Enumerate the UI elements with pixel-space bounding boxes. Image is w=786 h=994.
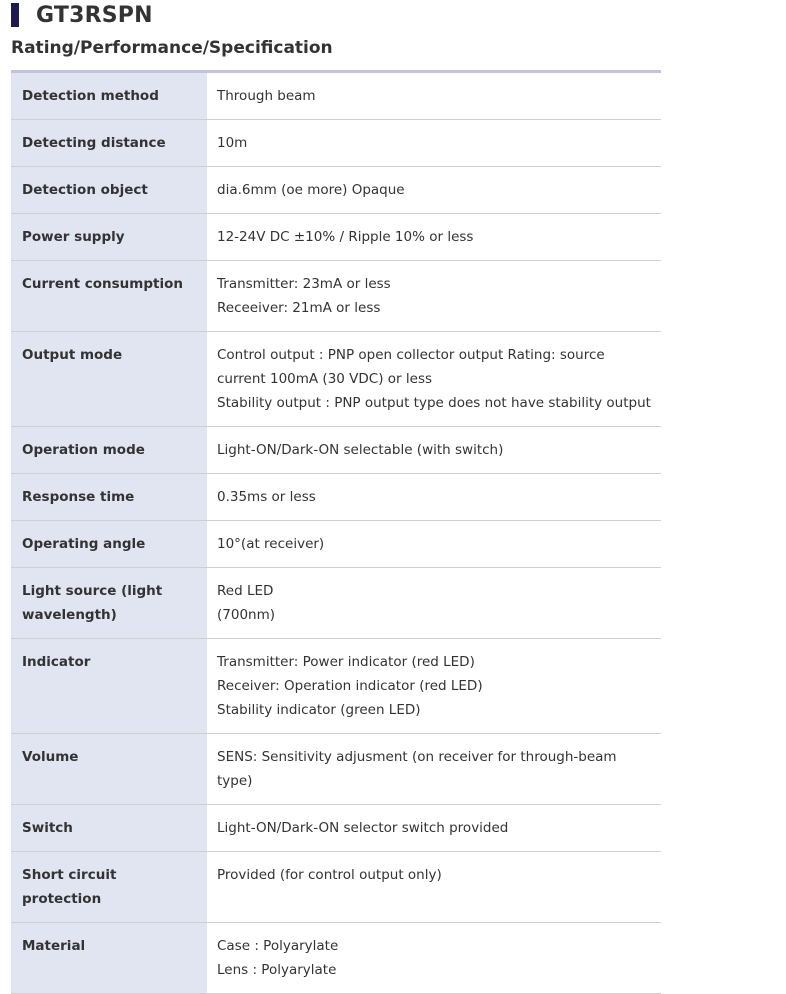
model-name: GT3RSPN	[36, 2, 153, 28]
section-title: Rating/Performance/Specification	[11, 38, 333, 58]
spec-value	[207, 120, 661, 166]
spec-label: Detection object	[11, 167, 207, 213]
spec-label: Short circuit protection	[11, 852, 207, 922]
spec-value-line: 0.35ms or less	[217, 489, 316, 505]
spec-label: Indicator	[11, 639, 207, 733]
spec-label: Response time	[11, 474, 207, 520]
spec-value	[207, 214, 661, 260]
spec-value-line: Transmitter: 23mA or less	[217, 276, 391, 292]
model-title	[11, 0, 153, 30]
spec-label: Current consumption	[11, 261, 207, 331]
spec-row	[11, 568, 661, 639]
spec-row	[11, 73, 661, 120]
spec-label: Output mode	[11, 332, 207, 426]
spec-value-line: Receeiver: 21mA or less	[217, 300, 381, 316]
spec-row	[11, 120, 661, 167]
spec-value-line: SENS: Sensitivity adjusment (on receiver for through-beam type)	[217, 749, 617, 789]
spec-value-line: 10°(at receiver)	[217, 536, 325, 552]
spec-label: Detection method	[11, 73, 207, 119]
spec-row	[11, 734, 661, 805]
spec-row	[11, 639, 661, 734]
spec-row	[11, 923, 661, 994]
spec-value	[207, 332, 661, 426]
spec-label: Operation mode	[11, 427, 207, 473]
spec-value-line: Light-ON/Dark-ON selector switch provided	[217, 820, 509, 836]
spec-value-line: Through beam	[217, 88, 316, 104]
spec-value	[207, 261, 661, 331]
spec-value-line: Lens : Polyarylate	[217, 962, 337, 978]
spec-value-line: Control output : PNP open collector output Rating: source current 100mA (30 VDC) or less	[217, 347, 605, 387]
spec-row	[11, 261, 661, 332]
spec-value-line: Light-ON/Dark-ON selectable (with switch)	[217, 442, 504, 458]
spec-value-line: 10m	[217, 135, 248, 151]
spec-value	[207, 521, 661, 567]
spec-label: Light source (light wavelength)	[11, 568, 207, 638]
spec-value	[207, 923, 661, 993]
spec-value-line: Red LED	[217, 583, 274, 599]
spec-value	[207, 73, 661, 119]
spec-value-line: Receiver: Operation indicator (red LED)	[217, 678, 483, 694]
title-accent-bar	[11, 3, 19, 27]
spec-value-line: Provided (for control output only)	[217, 867, 442, 883]
spec-value	[207, 852, 661, 922]
spec-row	[11, 521, 661, 568]
spec-value-line: 12-24V DC ±10% / Ripple 10% or less	[217, 229, 474, 245]
spec-value	[207, 568, 661, 638]
spec-row	[11, 427, 661, 474]
spec-label: Material	[11, 923, 207, 993]
spec-row	[11, 852, 661, 923]
spec-value-line: Stability indicator (green LED)	[217, 702, 421, 718]
spec-value-line: (700nm)	[217, 607, 276, 623]
spec-value	[207, 474, 661, 520]
spec-label: Power supply	[11, 214, 207, 260]
spec-value-line: dia.6mm (oe more) Opaque	[217, 182, 405, 198]
spec-label: Volume	[11, 734, 207, 804]
spec-label: Switch	[11, 805, 207, 851]
spec-label: Detecting distance	[11, 120, 207, 166]
spec-label: Operating angle	[11, 521, 207, 567]
spec-value	[207, 639, 661, 733]
spec-value-line: Transmitter: Power indicator (red LED)	[217, 654, 475, 670]
spec-row	[11, 167, 661, 214]
spec-table	[11, 70, 661, 994]
spec-row	[11, 332, 661, 427]
spec-value	[207, 734, 661, 804]
spec-value	[207, 427, 661, 473]
spec-value-line: Stability output : PNP output type does not have stability output	[217, 395, 651, 411]
spec-value-line: Case : Polyarylate	[217, 938, 339, 954]
spec-value	[207, 167, 661, 213]
spec-row	[11, 214, 661, 261]
spec-row	[11, 805, 661, 852]
spec-value	[207, 805, 661, 851]
spec-row	[11, 474, 661, 521]
